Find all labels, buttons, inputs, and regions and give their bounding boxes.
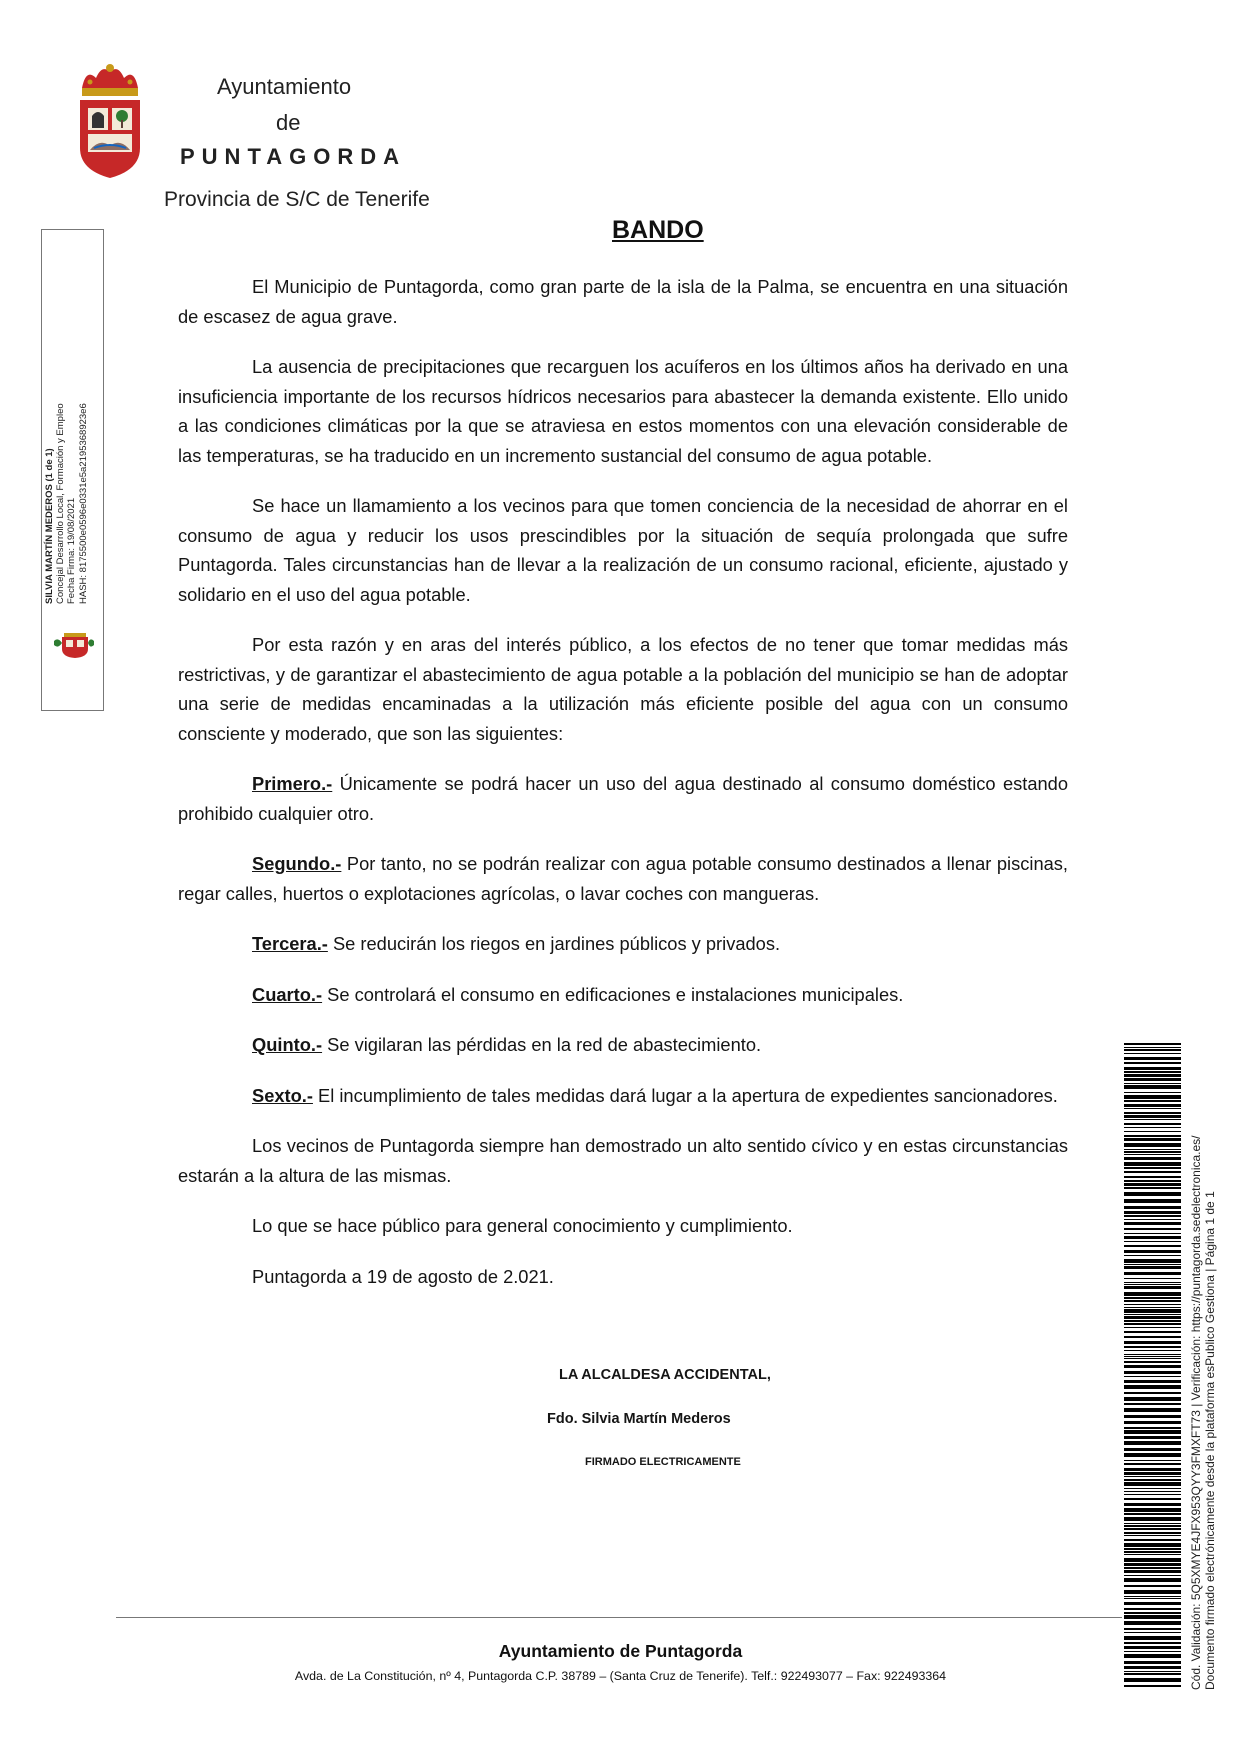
barcode-bar xyxy=(1124,1385,1181,1389)
barcode-bar xyxy=(1124,1112,1181,1114)
barcode-bar xyxy=(1124,1346,1181,1348)
barcode-bar xyxy=(1124,1612,1181,1614)
measure-text: Por tanto, no se podrán realizar con agua potable consumo destinados a llenar piscinas, regar calles, huertos o explotaciones agrícolas, o lavar coches con mangueras. xyxy=(178,853,1068,904)
barcode-bar xyxy=(1124,1590,1181,1594)
barcode-bar xyxy=(1124,1092,1181,1093)
barcode-bar xyxy=(1124,1131,1181,1132)
barcode-bar xyxy=(1124,1127,1181,1128)
closing-paragraph: Los vecinos de Puntagorda siempre han demostrado un alto sentido cívico y en estas circunstancias estarán a la altura de las mismas. xyxy=(178,1135,1068,1186)
measure-label: Primero.- xyxy=(252,773,333,794)
barcode-bar xyxy=(1124,1154,1181,1155)
barcode-bar xyxy=(1124,1304,1181,1305)
barcode-bar xyxy=(1124,1341,1181,1344)
barcode-bar xyxy=(1124,1356,1181,1357)
barcode-bar xyxy=(1124,1245,1181,1247)
barcode-bar xyxy=(1124,1427,1181,1429)
barcode-bar xyxy=(1124,1615,1181,1619)
measure-item xyxy=(178,1081,1068,1111)
barcode-bar xyxy=(1124,1286,1181,1289)
barcode-bar xyxy=(1124,1067,1181,1070)
barcode-bar xyxy=(1124,1468,1181,1471)
document-body xyxy=(178,272,1068,1312)
barcode-bar xyxy=(1124,1323,1181,1325)
signature-name: Fdo. Silvia Martín Mederos xyxy=(547,1411,731,1427)
barcode-bar xyxy=(1124,1078,1181,1081)
barcode-bar xyxy=(1124,1071,1181,1073)
barcode-bar xyxy=(1124,1157,1181,1160)
barcode-bar xyxy=(1124,1171,1181,1173)
barcode-bar xyxy=(1124,1448,1181,1451)
barcode-bar xyxy=(1124,1460,1181,1461)
barcode-bar xyxy=(1124,1380,1181,1383)
barcode-bar xyxy=(1124,1062,1181,1064)
barcode-bar xyxy=(1124,1108,1181,1109)
barcode-bar xyxy=(1124,1053,1181,1054)
barcode-bar xyxy=(1124,1264,1181,1265)
barcode-bar xyxy=(1124,1479,1181,1481)
barcode-bar xyxy=(1124,1138,1181,1141)
paragraph: Por esta razón y en aras del interés público, a los efectos de no tener que tomar medidas más restrictivas, y de garantizar el abastecimiento de agua potable a la población del municipio se han de adoptar una serie de medidas encaminadas a la utilización más eficiente posible del agua con un consumo consciente y moderado, que son las siguientes: xyxy=(178,634,1068,744)
stamp-hash: HASH: 8175500e0596e0331e5a2195368923e6 xyxy=(77,403,89,604)
barcode-bar xyxy=(1124,1180,1181,1182)
barcode-bar xyxy=(1124,1083,1181,1084)
barcode-bar xyxy=(1124,1307,1181,1308)
org-province: Provincia de S/C de Tenerife xyxy=(164,188,430,211)
measure-text: Se vigilaran las pérdidas en la red de abastecimiento. xyxy=(322,1034,762,1055)
barcode-bar xyxy=(1124,1115,1181,1118)
barcode-bar xyxy=(1124,1532,1181,1534)
barcode-bar xyxy=(1124,1403,1181,1405)
barcode-bar xyxy=(1124,1297,1181,1299)
barcode-bar xyxy=(1124,1331,1181,1333)
barcode-bar xyxy=(1124,1327,1181,1328)
barcode-bar xyxy=(1124,1292,1181,1296)
barcode-bar xyxy=(1124,1491,1181,1492)
barcode-bar xyxy=(1124,1628,1181,1630)
measure-item xyxy=(178,929,1068,959)
municipal-coat-of-arms xyxy=(76,62,144,180)
barcode-bar xyxy=(1124,1228,1181,1230)
closing-paragraph: Lo que se hace público para general conocimiento y cumplimiento. xyxy=(252,1215,793,1236)
measure-label: Segundo.- xyxy=(252,853,342,874)
barcode-bar xyxy=(1124,1250,1181,1253)
barcode-bar xyxy=(1124,1482,1181,1486)
barcode-bar xyxy=(1124,1119,1181,1120)
barcode-bar xyxy=(1124,1149,1181,1150)
barcode-bar xyxy=(1124,1554,1181,1555)
paragraph: El Municipio de Puntagorda, como gran parte de la isla de la Palma, se encuentra en una situación de escasez de agua grave. xyxy=(178,276,1068,327)
barcode-bar xyxy=(1124,1314,1181,1315)
barcode-bar xyxy=(1124,1563,1181,1566)
barcode-bar xyxy=(1124,1358,1181,1359)
barcode-bar xyxy=(1124,1513,1181,1515)
barcode-bar xyxy=(1124,1135,1181,1137)
barcode-bar xyxy=(1124,1241,1181,1242)
validation-barcode xyxy=(1124,1043,1181,1691)
barcode-bar xyxy=(1124,1211,1181,1214)
barcode-bar xyxy=(1124,1535,1181,1536)
barcode-bar xyxy=(1124,1365,1181,1368)
barcode-bar xyxy=(1124,1517,1181,1521)
barcode-bar xyxy=(1124,1596,1181,1597)
barcode-bar xyxy=(1124,1350,1181,1351)
barcode-bar xyxy=(1124,1685,1181,1687)
measure-label: Sexto.- xyxy=(252,1084,313,1106)
barcode-bar xyxy=(1124,1570,1181,1573)
measure-item xyxy=(178,849,1068,908)
footer-org-name: Ayuntamiento de Puntagorda xyxy=(498,1641,743,1661)
barcode-bar xyxy=(1124,1049,1181,1051)
barcode-bar xyxy=(1124,1392,1181,1394)
barcode-bar xyxy=(1124,1548,1181,1550)
barcode-bar xyxy=(1124,1415,1181,1418)
barcode-bar xyxy=(1124,1047,1181,1048)
barcode-bar xyxy=(1124,1602,1181,1605)
barcode-bar xyxy=(1124,1300,1181,1302)
measure-text: El incumplimiento de tales medidas dará lugar a la apertura de expedientes sancionadores. xyxy=(312,1084,1058,1106)
measure-item xyxy=(178,1030,1068,1060)
barcode-bar xyxy=(1124,1336,1181,1338)
barcode-bar xyxy=(1124,1187,1181,1189)
barcode-bar xyxy=(1124,1236,1181,1239)
stamp-seal-icon xyxy=(50,631,98,659)
barcode-bar xyxy=(1124,1397,1181,1401)
measure-text: Se controlará el consumo en edificaciones e instalaciones municipales. xyxy=(322,983,904,1005)
barcode-bar xyxy=(1124,1539,1181,1541)
barcode-bar xyxy=(1124,1233,1181,1234)
barcode-bar xyxy=(1124,1354,1181,1355)
org-name-line-1: Ayuntamiento xyxy=(217,74,352,99)
barcode-bar xyxy=(1124,1621,1181,1625)
barcode-bar xyxy=(1124,1575,1181,1576)
barcode-bar xyxy=(1124,1167,1181,1169)
barcode-bar xyxy=(1124,1259,1181,1263)
stamp-signer: SILVIA MARTÍN MEDEROS (1 de 1) xyxy=(44,448,55,604)
footer-address: Avda. de La Constitución, nº 4, Puntagorda C.P. 38789 – (Santa Cruz de Tenerife). Telf.: 922493077 – Fax: 922493364 xyxy=(294,1669,947,1683)
barcode-bar xyxy=(1124,1266,1181,1269)
barcode-bar xyxy=(1124,1074,1181,1077)
barcode-bar xyxy=(1124,1598,1181,1599)
measure-label: Cuarto.- xyxy=(252,983,323,1005)
barcode-bar xyxy=(1124,1523,1181,1524)
measure-label: Quinto.- xyxy=(252,1034,323,1055)
signature-stamp-text xyxy=(44,403,89,604)
barcode-bar xyxy=(1124,1143,1181,1147)
barcode-bar xyxy=(1124,1361,1181,1363)
barcode-bar xyxy=(1124,1543,1181,1547)
barcode-bar xyxy=(1124,1508,1181,1512)
barcode-bar xyxy=(1124,1057,1181,1060)
barcode-bar xyxy=(1124,1494,1181,1495)
barcode-bar xyxy=(1124,1632,1181,1633)
barcode-bar xyxy=(1124,1215,1181,1217)
barcode-bar xyxy=(1124,1421,1181,1424)
stamp-role: Concejal Desarrollo Local, Formación y Empleo xyxy=(55,403,67,604)
barcode-bar xyxy=(1124,1371,1181,1374)
barcode-bar xyxy=(1124,1284,1181,1285)
validation-text xyxy=(1189,1135,1217,1690)
barcode-bar xyxy=(1124,1453,1181,1457)
barcode-bar xyxy=(1124,1567,1181,1569)
measure-text: Únicamente se podrá hacer un uso del agua destinado al consumo doméstico estando prohibido cualquier otro. xyxy=(178,773,1068,824)
org-name-line-3: PUNTAGORDA xyxy=(180,144,407,169)
barcode-bar xyxy=(1124,1525,1181,1527)
barcode-bar xyxy=(1124,1558,1181,1562)
barcode-bar xyxy=(1124,1192,1181,1196)
validation-code: Cód. Validación: 5Q5XMYE4JFX953QYY3FMXFT73 | Verificación: https://puntagorda.sedelectronica.es/ xyxy=(1189,1135,1203,1690)
measure-text: Se reducirán los riegos en jardines públicos y privados. xyxy=(327,933,781,954)
barcode-bar xyxy=(1124,1151,1181,1153)
barcode-bar xyxy=(1124,1206,1181,1209)
measure-item xyxy=(178,769,1068,828)
measure-label: Tercera.- xyxy=(252,933,328,954)
barcode-bar xyxy=(1124,1430,1181,1434)
barcode-bar xyxy=(1124,1123,1181,1125)
barcode-bar xyxy=(1124,1219,1181,1220)
barcode-bar xyxy=(1124,1320,1181,1322)
barcode-bar xyxy=(1124,1278,1181,1279)
barcode-bar xyxy=(1124,1183,1181,1186)
barcode-bar xyxy=(1124,1528,1181,1530)
signature-title: LA ALCALDESA ACCIDENTAL, xyxy=(559,1367,771,1383)
barcode-bar xyxy=(1124,1463,1181,1465)
paragraph: La ausencia de precipitaciones que recarguen los acuíferos en los últimos años ha derivado en una insuficiencia importante de los recursos hídricos necesarios para abastecer la demanda existente. Ello unido a las condiciones climáticas por la que se atraviesa en estos momentos con una elevación considerable de las temperaturas, se ha traducido en un incremento sustancial del consumo de agua potable. xyxy=(178,356,1068,466)
barcode-bar xyxy=(1124,1503,1181,1506)
date-line: Puntagorda a 19 de agosto de 2.021. xyxy=(252,1265,554,1287)
footer-divider xyxy=(116,1617,1122,1618)
barcode-bar xyxy=(1124,1472,1181,1475)
barcode-bar xyxy=(1124,1316,1181,1319)
barcode-bar xyxy=(1124,1551,1181,1553)
barcode-bar xyxy=(1124,1162,1181,1166)
barcode-bar xyxy=(1124,1043,1181,1045)
barcode-bar xyxy=(1124,1436,1181,1439)
signature-note: FIRMADO ELECTRICAMENTE xyxy=(585,1456,741,1468)
barcode-bar xyxy=(1124,1095,1181,1099)
barcode-bar xyxy=(1124,1578,1181,1582)
barcode-bar xyxy=(1124,1100,1181,1102)
barcode-bar xyxy=(1124,1199,1181,1203)
barcode-bar xyxy=(1124,1376,1181,1377)
barcode-bar xyxy=(1124,1104,1181,1107)
validation-platform: Documento firmado electrónicamente desde la plataforma esPublico Gestiona | Página 1 de 1 xyxy=(1203,1191,1217,1690)
barcode-bar xyxy=(1124,1608,1181,1610)
barcode-bar xyxy=(1124,1282,1181,1283)
barcode-bar xyxy=(1124,1498,1181,1500)
paragraph: Se hace un llamamiento a los vecinos para que tomen conciencia de la necesidad de ahorrar en el consumo de agua y reducir los usos prescindibles por la situación de sequía prolongada que sufre Puntagorda. Tales circunstancias han de llevar a la realización de un consumo racional, eficiente, ajustado y solidario en el uso del agua potable. xyxy=(178,495,1068,605)
measure-item xyxy=(178,980,1068,1010)
barcode-bar xyxy=(1124,1255,1181,1256)
barcode-bar xyxy=(1124,1585,1181,1587)
barcode-bar xyxy=(1124,1176,1181,1178)
barcode-bar xyxy=(1124,1488,1181,1489)
barcode-bar xyxy=(1124,1222,1181,1225)
barcode-bar xyxy=(1124,1636,1181,1640)
stamp-date: Fecha Firma: 19/08/2021 xyxy=(66,497,78,604)
barcode-bar xyxy=(1124,1441,1181,1445)
barcode-bar xyxy=(1124,1309,1181,1313)
barcode-bar xyxy=(1124,1272,1181,1275)
org-name-line-2: de xyxy=(276,110,301,135)
barcode-bar xyxy=(1124,1408,1181,1412)
document-title: BANDO xyxy=(612,216,704,244)
barcode-bar xyxy=(1124,1476,1181,1477)
barcode-bar xyxy=(1124,1085,1181,1089)
